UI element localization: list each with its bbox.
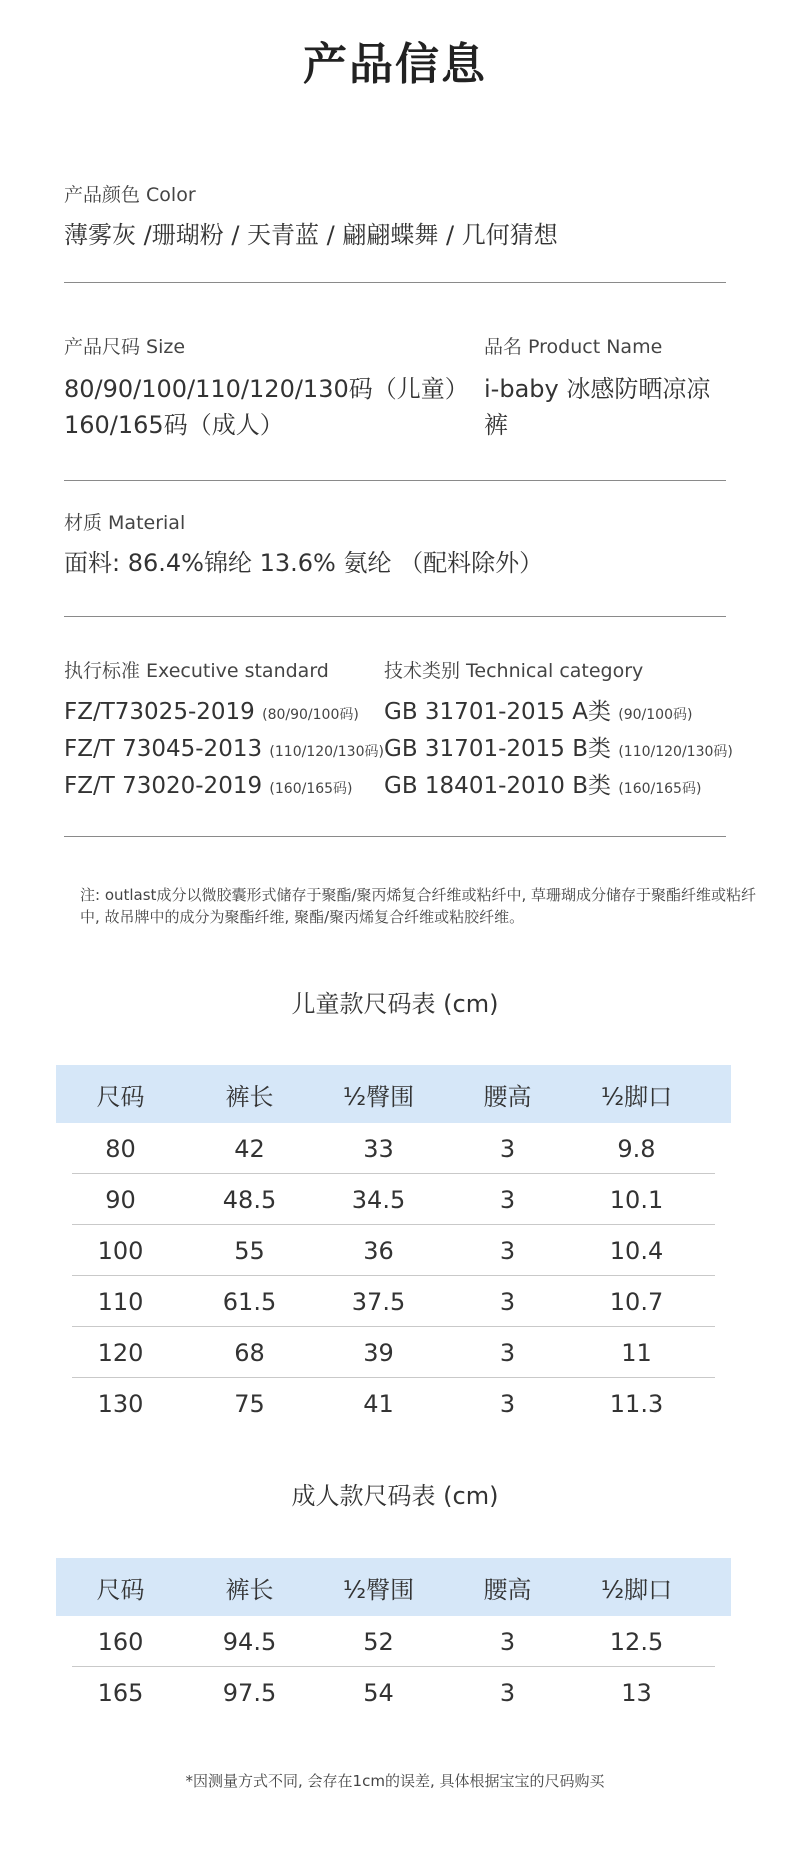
table-cell: 48.5 bbox=[222, 1185, 277, 1214]
table-cell: 3 bbox=[499, 1134, 516, 1163]
table-cell: 41 bbox=[363, 1389, 394, 1418]
header-cell: 裤长 bbox=[225, 1575, 274, 1604]
technical-category-item: GB 18401-2010 B类 (160/165码) bbox=[384, 773, 702, 799]
size-label: 产品尺码 Size bbox=[64, 336, 186, 358]
table-cell: 36 bbox=[363, 1236, 394, 1265]
technical-category-item: GB 31701-2015 A类 (90/100码) bbox=[384, 699, 693, 725]
table-cell: 9.8 bbox=[617, 1134, 656, 1163]
table-cell: 68 bbox=[234, 1338, 265, 1367]
header-cell: ½臀围 bbox=[342, 1575, 415, 1604]
size-value-line1: 80/90/100/110/120/130码（儿童） bbox=[64, 375, 469, 403]
table-cell: 3 bbox=[499, 1338, 516, 1367]
header-cell: 腰高 bbox=[483, 1082, 532, 1111]
table-cell: 55 bbox=[234, 1236, 265, 1265]
table-row bbox=[56, 1327, 731, 1378]
header-cell: 裤长 bbox=[225, 1082, 274, 1111]
table-cell: 75 bbox=[234, 1389, 265, 1418]
table-cell: 3 bbox=[499, 1185, 516, 1214]
executive-standard-label: 执行标准 Executive standard bbox=[64, 660, 329, 682]
header-cell: 尺码 bbox=[96, 1575, 145, 1604]
table-cell: 110 bbox=[97, 1287, 144, 1316]
header-cell: ½脚口 bbox=[600, 1082, 673, 1111]
executive-standard-item: FZ/T 73020-2019 (160/165码) bbox=[64, 773, 353, 799]
table-cell: 10.1 bbox=[609, 1185, 664, 1214]
table-cell: 97.5 bbox=[222, 1678, 277, 1707]
table-cell: 39 bbox=[363, 1338, 394, 1367]
table-cell: 3 bbox=[499, 1287, 516, 1316]
table-cell: 11.3 bbox=[609, 1389, 664, 1418]
header-cell: ½脚口 bbox=[600, 1575, 673, 1604]
table-cell: 130 bbox=[97, 1389, 144, 1418]
color-label: 产品颜色 Color bbox=[64, 184, 196, 206]
executive-standard-item: FZ/T 73045-2013 (110/120/130码) bbox=[64, 736, 384, 762]
table-row bbox=[56, 1225, 731, 1276]
product-name-label: 品名 Product Name bbox=[484, 336, 663, 358]
standards-section bbox=[64, 656, 733, 799]
table-cell: 52 bbox=[363, 1627, 394, 1656]
kids-size-table bbox=[56, 1065, 731, 1429]
technical-category-item: GB 31701-2015 B类 (110/120/130码) bbox=[384, 736, 733, 762]
table-cell: 160 bbox=[97, 1627, 144, 1656]
table-cell: 3 bbox=[499, 1627, 516, 1656]
table-row bbox=[56, 1616, 731, 1667]
material-section bbox=[64, 508, 726, 581]
table-cell: 10.4 bbox=[609, 1236, 664, 1265]
divider bbox=[64, 616, 726, 617]
technical-category-list bbox=[384, 695, 733, 806]
table-cell: 3 bbox=[499, 1678, 516, 1707]
table-cell: 42 bbox=[234, 1134, 265, 1163]
table-row bbox=[56, 1123, 731, 1174]
table-row bbox=[56, 1667, 731, 1718]
header-cell: 腰高 bbox=[483, 1575, 532, 1604]
executive-standard-list bbox=[64, 695, 384, 806]
table-cell: 94.5 bbox=[222, 1627, 277, 1656]
table-cell: 33 bbox=[363, 1134, 394, 1163]
table-cell: 12.5 bbox=[609, 1627, 664, 1656]
table-cell: 34.5 bbox=[351, 1185, 406, 1214]
material-label: 材质 Material bbox=[64, 512, 186, 534]
table-cell: 10.7 bbox=[609, 1287, 664, 1316]
table-header bbox=[56, 1558, 731, 1616]
page-title: 产品信息 bbox=[303, 39, 487, 90]
table-cell: 3 bbox=[499, 1389, 516, 1418]
table-cell: 100 bbox=[97, 1236, 144, 1265]
table-row bbox=[56, 1174, 731, 1225]
table-cell: 54 bbox=[363, 1678, 394, 1707]
color-section bbox=[64, 180, 726, 253]
size-section bbox=[64, 332, 726, 442]
technical-category-label: 技术类别 Technical category bbox=[384, 660, 644, 682]
measurement-footnote: *因测量方式不同, 会存在1cm的误差, 具体根据宝宝的尺码购买 bbox=[185, 1772, 605, 1790]
table-row bbox=[56, 1378, 731, 1429]
size-value-line2: 160/165码（成人） bbox=[64, 411, 284, 439]
table-cell: 90 bbox=[105, 1185, 136, 1214]
header-cell: 尺码 bbox=[96, 1082, 145, 1111]
table-cell: 13 bbox=[621, 1678, 652, 1707]
product-name-value: i-baby 冰感防晒凉凉裤 bbox=[484, 375, 711, 439]
divider bbox=[64, 282, 726, 283]
adult-table-title: 成人款尺码表 (cm) bbox=[291, 1482, 499, 1510]
table-cell: 37.5 bbox=[351, 1287, 406, 1316]
header-cell: ½臀围 bbox=[342, 1082, 415, 1111]
material-note: 注: outlast成分以微胶囊形式储存于聚酯/聚丙烯复合纤维或粘纤中, 草珊瑚成分储存于聚酯纤维或粘纤中, 故吊牌中的成分为聚酯纤维, 聚酯/聚丙烯复合纤维或粘胶纤维。 bbox=[80, 886, 757, 926]
table-cell: 11 bbox=[621, 1338, 652, 1367]
adult-size-table bbox=[56, 1558, 731, 1718]
divider bbox=[64, 480, 726, 481]
table-row bbox=[56, 1276, 731, 1327]
material-value: 面料: 86.4%锦纶 13.6% 氨纶 （配料除外） bbox=[64, 549, 544, 577]
kids-table-title: 儿童款尺码表 (cm) bbox=[291, 990, 499, 1018]
color-value: 薄雾灰 /珊瑚粉 / 天青蓝 / 翩翩蝶舞 / 几何猜想 bbox=[64, 221, 558, 249]
table-cell: 120 bbox=[97, 1338, 144, 1367]
table-cell: 3 bbox=[499, 1236, 516, 1265]
table-cell: 80 bbox=[105, 1134, 136, 1163]
table-cell: 61.5 bbox=[222, 1287, 277, 1316]
divider bbox=[64, 836, 726, 837]
table-cell: 165 bbox=[97, 1678, 144, 1707]
table-header bbox=[56, 1065, 731, 1123]
executive-standard-item: FZ/T73025-2019 (80/90/100码) bbox=[64, 699, 359, 725]
